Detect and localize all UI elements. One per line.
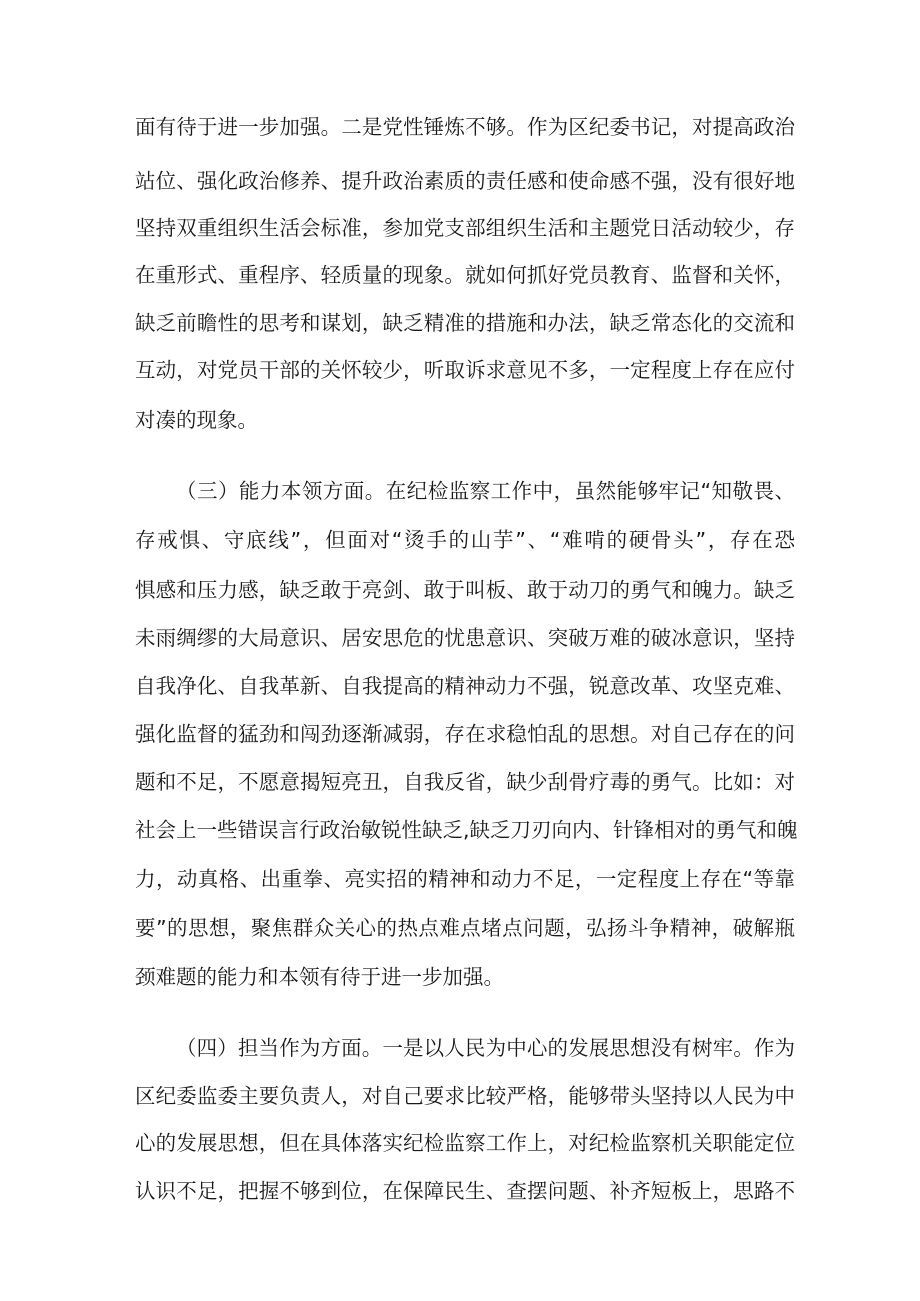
text-line: 互动，对党员干部的关怀较少，听取诉求意见不多，一定程度上存在应付 [135,358,795,382]
text-line: 在重形式、重程序、轻质量的现象。就如何抓好党员教育、监督和关怀， [135,263,795,287]
paragraph-first-line: （四）担当作为方面。一是以人民为中心的发展思想没有树牢。作为 [176,1036,795,1060]
text-line: 力，动真格、出重拳、亮实招的精神和动力不足，一定程度上存在“等靠 [135,867,795,891]
text-line: 题和不足，不愿意揭短亮丑，自我反省，缺少刮骨疗毒的勇气。比如：对 [135,770,795,794]
text-line: 存戒惧、守底线”，但面对“烫手的山芋”、“难啃的硬骨头”，存在恐 [135,528,795,552]
text-line: 颈难题的能力和本领有待于进一步加强。 [135,965,504,989]
text-line: 自我净化、自我革新、自我提高的精神动力不强，锐意改革、攻坚克难、 [135,674,795,698]
text-line: 认识不足，把握不够到位，在保障民生、查摆问题、补齐短板上，思路不 [135,1179,795,1203]
text-line: 坚持双重组织生活会标准，参加党支部组织生活和主题党日活动较少，存 [135,216,795,240]
text-line: 要”的思想，聚焦群众关心的热点难点堵点问题，弘扬斗争精神，破解瓶 [135,916,795,940]
text-line: 站位、强化政治修养、提升政治素质的责任感和使命感不强，没有很好地 [135,169,795,193]
text-line: 社会上一些错误言行政治敏锐性缺乏,缺乏刀刃向内、针锋相对的勇气和魄 [135,818,798,842]
text-line: 惧感和压力感，缺乏敢于亮剑、敢于叫板、敢于动刀的勇气和魄力。缺乏 [135,578,795,602]
text-line: 面有待于进一步加强。二是党性锤炼不够。作为区纪委书记，对提高政治 [135,115,795,139]
text-line: 强化监督的猛劲和闯劲逐渐减弱，存在求稳怕乱的思想。对自己存在的问 [135,722,795,746]
text-line: 区纪委监委主要负责人，对自己要求比较严格，能够带头坚持以人民为中 [135,1084,795,1108]
text-line: 对凑的现象。 [135,408,258,432]
text-line: 心的发展思想，但在具体落实纪检监察工作上，对纪检监察机关职能定位 [135,1131,795,1155]
text-line: 缺乏前瞻性的思考和谋划，缺乏精准的措施和办法，缺乏常态化的交流和 [135,311,795,335]
paragraph-first-line: （三）能力本领方面。在纪检监察工作中，虽然能够牢记“知敬畏、 [176,479,795,503]
text-line: 未雨绸缪的大局意识、居安思危的忧患意识、突破万难的破冰意识，坚持 [135,626,795,650]
